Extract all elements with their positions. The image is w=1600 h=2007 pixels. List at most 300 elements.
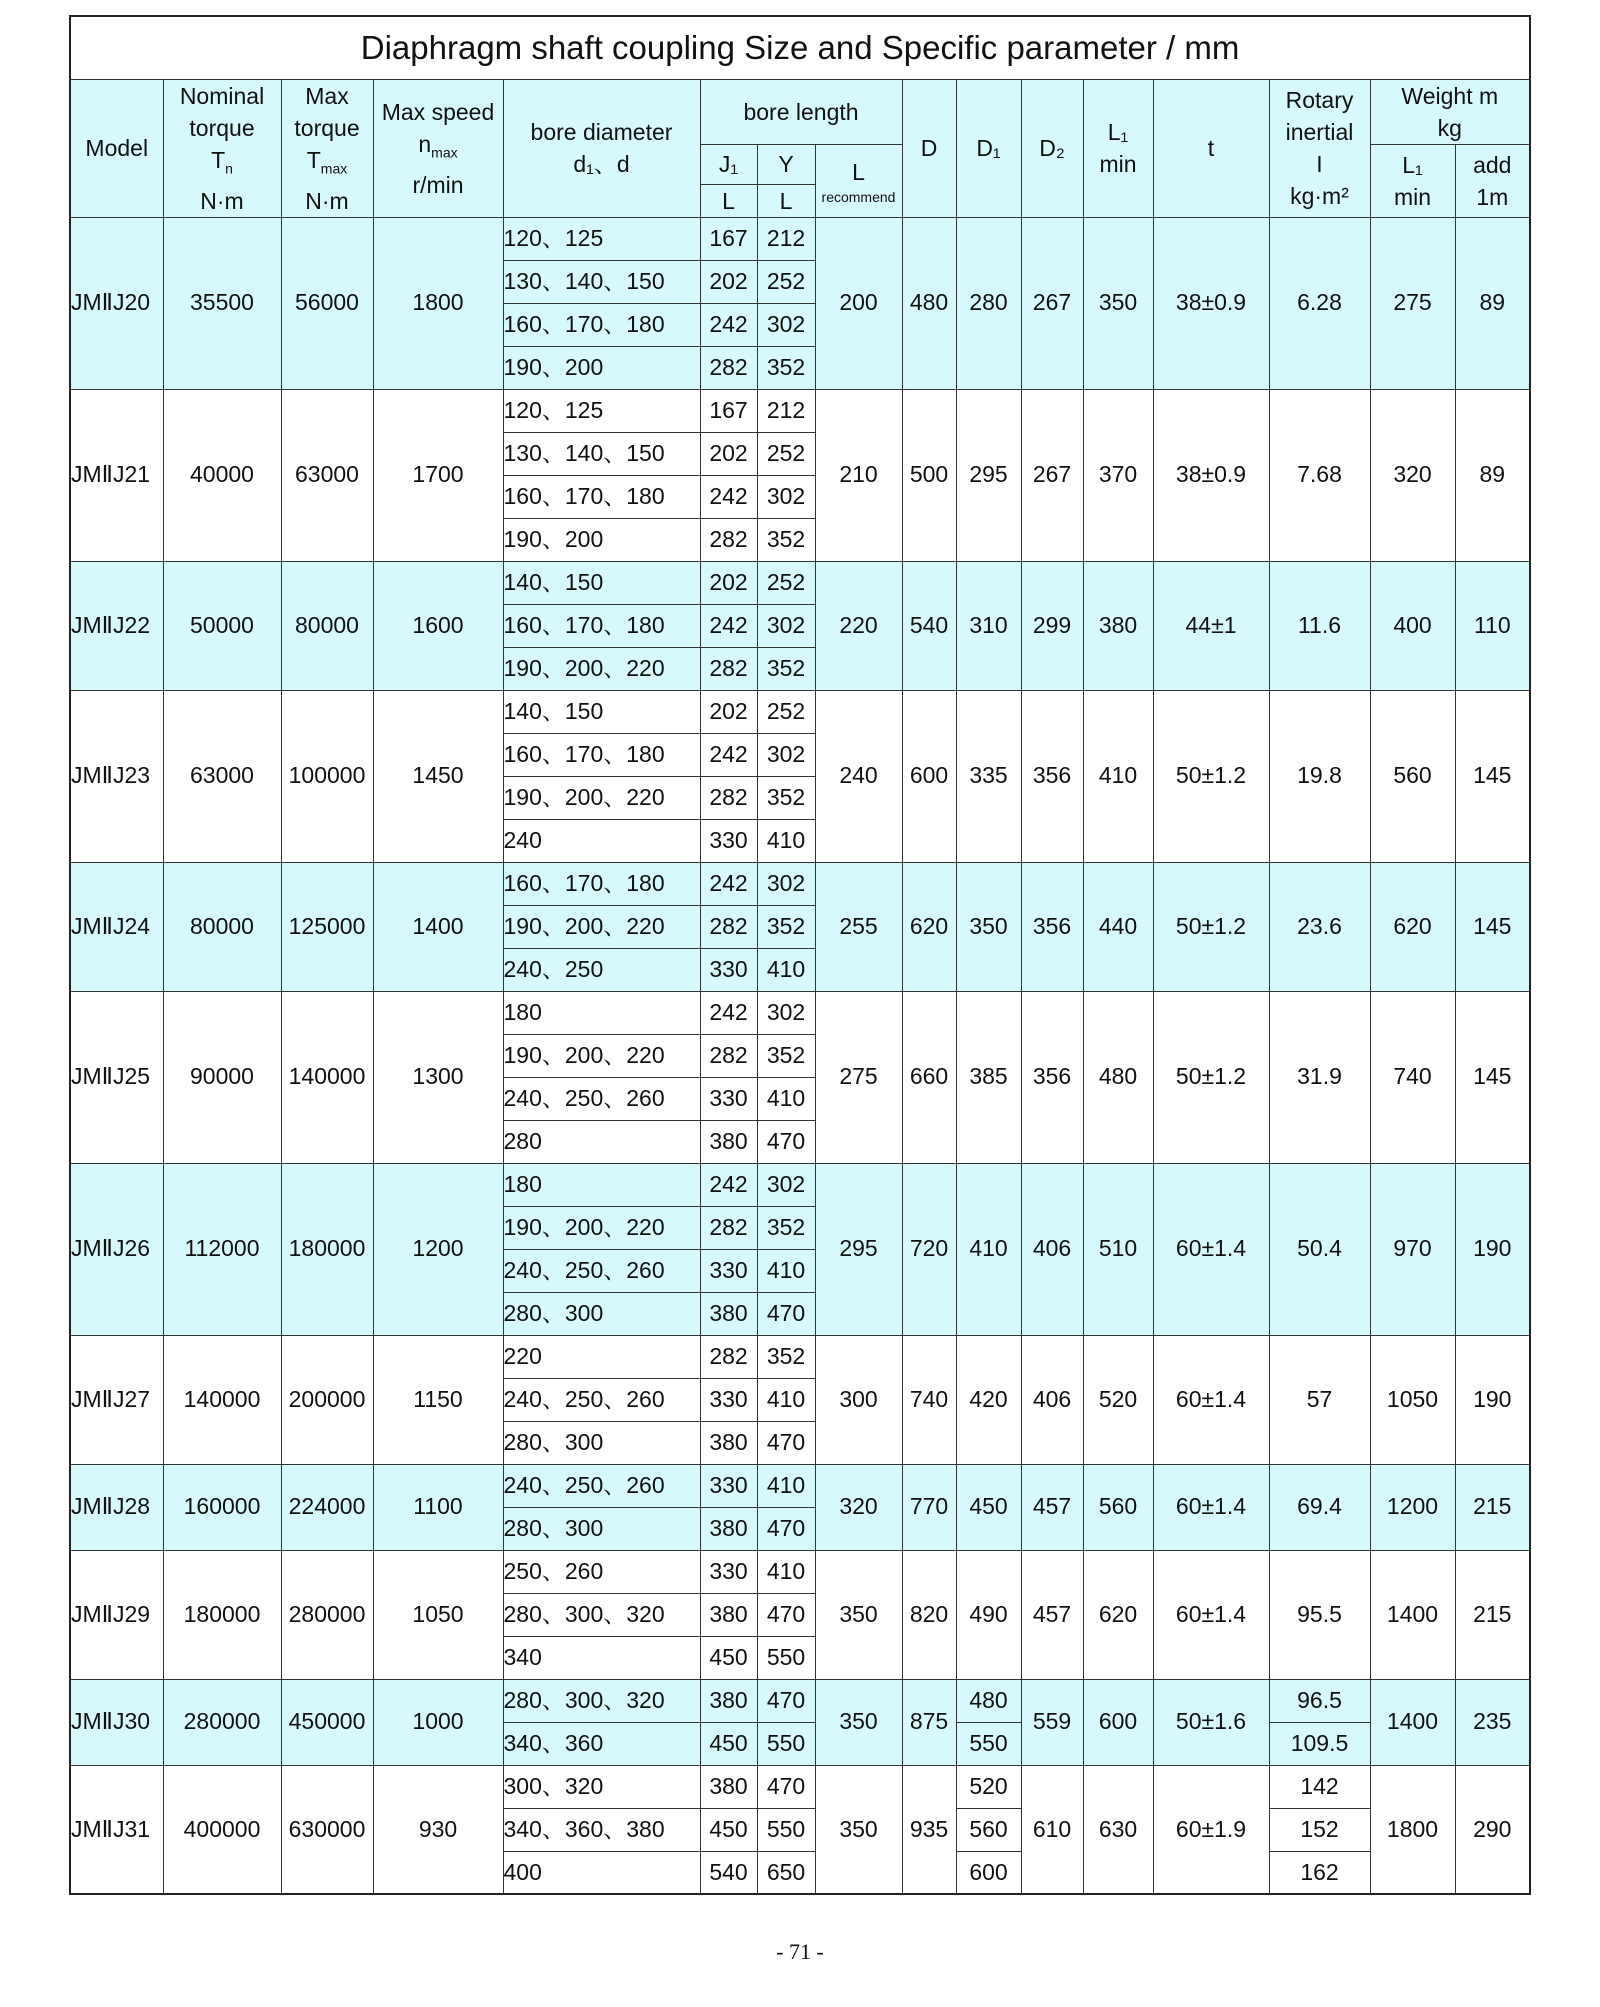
y-length-cell: 302 <box>757 862 815 905</box>
y-length-cell: 352 <box>757 776 815 819</box>
j1-length-cell: 167 <box>700 389 757 432</box>
j1-length-cell: 282 <box>700 647 757 690</box>
l-recommend-cell: 350 <box>815 1679 902 1765</box>
nominal-torque-cell: 35500 <box>163 217 281 389</box>
bore-diameter-cell: 160、170、180 <box>503 475 700 518</box>
model-cell: JMⅡJ25 <box>70 991 163 1163</box>
max-torque-cell: 280000 <box>281 1550 373 1679</box>
bore-diameter-cell: 130、140、150 <box>503 432 700 475</box>
model-cell: JMⅡJ28 <box>70 1464 163 1550</box>
j1-length-cell: 202 <box>700 432 757 475</box>
d1-cell: 310 <box>956 561 1021 690</box>
nominal-torque-cell: 140000 <box>163 1335 281 1464</box>
y-length-cell: 410 <box>757 948 815 991</box>
d2-cell: 610 <box>1021 1765 1083 1894</box>
rotary-inertia-cell: 109.5 <box>1269 1722 1370 1765</box>
model-cell: JMⅡJ23 <box>70 690 163 862</box>
rotary-inertia-cell: 19.8 <box>1269 690 1370 862</box>
nominal-torque-cell: 400000 <box>163 1765 281 1894</box>
j1-length-cell: 242 <box>700 475 757 518</box>
bore-diameter-cell: 280、300 <box>503 1421 700 1464</box>
rotary-inertia-cell: 142 <box>1269 1765 1370 1808</box>
weight-add-cell: 145 <box>1455 862 1530 991</box>
table-row <box>70 991 1530 1034</box>
bore-diameter-cell: 190、200 <box>503 346 700 389</box>
bore-diameter-cell: 160、170、180 <box>503 862 700 905</box>
max-speed-cell: 1300 <box>373 991 503 1163</box>
nominal-torque-cell: 280000 <box>163 1679 281 1765</box>
nominal-torque-cell: 90000 <box>163 991 281 1163</box>
j1-length-cell: 282 <box>700 1206 757 1249</box>
d2-cell: 457 <box>1021 1550 1083 1679</box>
bore-diameter-cell: 240、250 <box>503 948 700 991</box>
bore-diameter-cell: 160、170、180 <box>503 604 700 647</box>
max-torque-cell: 450000 <box>281 1679 373 1765</box>
rotary-inertia-cell: 57 <box>1269 1335 1370 1464</box>
weight-add-cell: 190 <box>1455 1163 1530 1335</box>
t-cell: 60±1.4 <box>1153 1550 1269 1679</box>
j1-length-cell: 282 <box>700 518 757 561</box>
bore-diameter-cell: 340、360、380 <box>503 1808 700 1851</box>
bore-diameter-cell: 160、170、180 <box>503 733 700 776</box>
l-recommend-cell: 210 <box>815 389 902 561</box>
header-l-recommend: L recommend <box>815 145 902 218</box>
d1-cell: 490 <box>956 1550 1021 1679</box>
l-recommend-cell: 350 <box>815 1765 902 1894</box>
weight-cell: 970 <box>1370 1163 1455 1335</box>
table-row <box>70 1163 1530 1206</box>
max-torque-cell: 63000 <box>281 389 373 561</box>
bore-diameter-cell: 180 <box>503 1163 700 1206</box>
d-cell: 720 <box>902 1163 956 1335</box>
header-d: D <box>902 80 956 218</box>
d2-cell: 267 <box>1021 217 1083 389</box>
bore-diameter-cell: 190、200、220 <box>503 905 700 948</box>
bore-diameter-cell: 180 <box>503 991 700 1034</box>
table-row <box>70 217 1530 260</box>
t-cell: 60±1.9 <box>1153 1765 1269 1894</box>
weight-cell: 620 <box>1370 862 1455 991</box>
j1-length-cell: 330 <box>700 1464 757 1507</box>
bore-diameter-cell: 190、200、220 <box>503 1206 700 1249</box>
table-row <box>70 1335 1530 1378</box>
y-length-cell: 212 <box>757 217 815 260</box>
y-length-cell: 550 <box>757 1808 815 1851</box>
y-length-cell: 352 <box>757 647 815 690</box>
j1-length-cell: 202 <box>700 561 757 604</box>
table-row <box>70 862 1530 905</box>
j1-length-cell: 380 <box>700 1507 757 1550</box>
rotary-inertia-cell: 31.9 <box>1269 991 1370 1163</box>
rotary-inertia-cell: 50.4 <box>1269 1163 1370 1335</box>
bore-diameter-cell: 340、360 <box>503 1722 700 1765</box>
weight-add-cell: 190 <box>1455 1335 1530 1464</box>
model-cell: JMⅡJ30 <box>70 1679 163 1765</box>
weight-cell: 1200 <box>1370 1464 1455 1550</box>
y-length-cell: 302 <box>757 733 815 776</box>
max-speed-cell: 1600 <box>373 561 503 690</box>
weight-add-cell: 145 <box>1455 991 1530 1163</box>
header-max-speed: Max speed $n_{max}$ r/min <box>373 80 503 218</box>
d1-cell: 520 <box>956 1765 1021 1808</box>
y-length-cell: 352 <box>757 1335 815 1378</box>
max-speed-cell: 1400 <box>373 862 503 991</box>
t-cell: 60±1.4 <box>1153 1335 1269 1464</box>
d-cell: 540 <box>902 561 956 690</box>
t-cell: 50±1.2 <box>1153 690 1269 862</box>
bore-diameter-cell: 240 <box>503 819 700 862</box>
rotary-inertia-cell: 69.4 <box>1269 1464 1370 1550</box>
max-torque-cell: 630000 <box>281 1765 373 1894</box>
header-weight-add-1m: add 1m <box>1455 145 1530 218</box>
d2-cell: 406 <box>1021 1335 1083 1464</box>
rotary-inertia-cell: 162 <box>1269 1851 1370 1894</box>
y-length-cell: 252 <box>757 561 815 604</box>
rotary-inertia-cell: 7.68 <box>1269 389 1370 561</box>
l-recommend-cell: 320 <box>815 1464 902 1550</box>
d-cell: 740 <box>902 1335 956 1464</box>
d-cell: 935 <box>902 1765 956 1894</box>
rotary-inertia-cell: 95.5 <box>1269 1550 1370 1679</box>
t-cell: 38±0.9 <box>1153 389 1269 561</box>
j1-length-cell: 330 <box>700 819 757 862</box>
d-cell: 600 <box>902 690 956 862</box>
d-cell: 770 <box>902 1464 956 1550</box>
table-row <box>70 690 1530 733</box>
model-cell: JMⅡJ20 <box>70 217 163 389</box>
y-length-cell: 470 <box>757 1507 815 1550</box>
d1-cell: 450 <box>956 1464 1021 1550</box>
l-recommend-cell: 220 <box>815 561 902 690</box>
t-cell: 50±1.6 <box>1153 1679 1269 1765</box>
d1-cell: 550 <box>956 1722 1021 1765</box>
j1-length-cell: 282 <box>700 1335 757 1378</box>
max-speed-cell: 1700 <box>373 389 503 561</box>
header-d2: D₂ <box>1021 80 1083 218</box>
d1-cell: 600 <box>956 1851 1021 1894</box>
weight-add-cell: 290 <box>1455 1765 1530 1894</box>
bore-diameter-cell: 240、250、260 <box>503 1464 700 1507</box>
j1-length-cell: 330 <box>700 1249 757 1292</box>
max-speed-cell: 1150 <box>373 1335 503 1464</box>
j1-length-cell: 202 <box>700 260 757 303</box>
j1-length-cell: 380 <box>700 1765 757 1808</box>
bore-diameter-cell: 280、300 <box>503 1292 700 1335</box>
bore-diameter-cell: 280 <box>503 1120 700 1163</box>
j1-length-cell: 330 <box>700 1378 757 1421</box>
j1-length-cell: 242 <box>700 604 757 647</box>
j1-length-cell: 380 <box>700 1292 757 1335</box>
max-speed-cell: 930 <box>373 1765 503 1894</box>
j1-length-cell: 330 <box>700 948 757 991</box>
y-length-cell: 410 <box>757 1378 815 1421</box>
y-length-cell: 470 <box>757 1120 815 1163</box>
y-length-cell: 410 <box>757 1550 815 1593</box>
l1-min-cell: 350 <box>1083 217 1153 389</box>
bore-diameter-cell: 250、260 <box>503 1550 700 1593</box>
y-length-cell: 410 <box>757 1464 815 1507</box>
y-length-cell: 410 <box>757 1249 815 1292</box>
y-length-cell: 352 <box>757 346 815 389</box>
d1-cell: 480 <box>956 1679 1021 1722</box>
weight-cell: 400 <box>1370 561 1455 690</box>
j1-length-cell: 380 <box>700 1593 757 1636</box>
table-title: Diaphragm shaft coupling Size and Specific parameter / mm <box>70 16 1530 80</box>
j1-length-cell: 540 <box>700 1851 757 1894</box>
t-cell: 60±1.4 <box>1153 1464 1269 1550</box>
max-torque-cell: 100000 <box>281 690 373 862</box>
l1-min-cell: 440 <box>1083 862 1153 991</box>
l1-min-cell: 630 <box>1083 1765 1153 1894</box>
j1-length-cell: 242 <box>700 733 757 776</box>
t-cell: 60±1.4 <box>1153 1163 1269 1335</box>
d1-cell: 410 <box>956 1163 1021 1335</box>
header-bore-length: bore length <box>700 80 902 145</box>
weight-cell: 320 <box>1370 389 1455 561</box>
j1-length-cell: 380 <box>700 1421 757 1464</box>
t-cell: 44±1 <box>1153 561 1269 690</box>
weight-cell: 275 <box>1370 217 1455 389</box>
header-bore-diameter: bore diameter d₁、d <box>503 80 700 218</box>
d-cell: 620 <box>902 862 956 991</box>
l-recommend-cell: 295 <box>815 1163 902 1335</box>
j1-length-cell: 330 <box>700 1077 757 1120</box>
l1-min-cell: 380 <box>1083 561 1153 690</box>
model-cell: JMⅡJ26 <box>70 1163 163 1335</box>
header-y-l: L <box>757 184 815 217</box>
model-cell: JMⅡJ24 <box>70 862 163 991</box>
j1-length-cell: 242 <box>700 1163 757 1206</box>
d1-cell: 280 <box>956 217 1021 389</box>
j1-length-cell: 450 <box>700 1722 757 1765</box>
y-length-cell: 212 <box>757 389 815 432</box>
rotary-inertia-cell: 11.6 <box>1269 561 1370 690</box>
weight-add-cell: 235 <box>1455 1679 1530 1765</box>
max-speed-cell: 1800 <box>373 217 503 389</box>
d-cell: 660 <box>902 991 956 1163</box>
l1-min-cell: 410 <box>1083 690 1153 862</box>
model-cell: JMⅡJ22 <box>70 561 163 690</box>
bore-diameter-cell: 280、300、320 <box>503 1679 700 1722</box>
rotary-inertia-cell: 96.5 <box>1269 1679 1370 1722</box>
y-length-cell: 550 <box>757 1722 815 1765</box>
l1-min-cell: 620 <box>1083 1550 1153 1679</box>
y-length-cell: 650 <box>757 1851 815 1894</box>
max-torque-cell: 200000 <box>281 1335 373 1464</box>
d-cell: 500 <box>902 389 956 561</box>
max-speed-cell: 1050 <box>373 1550 503 1679</box>
header-l1-min: L₁ min <box>1083 80 1153 218</box>
header-y: Y <box>757 145 815 185</box>
header-j1-l: L <box>700 184 757 217</box>
l-recommend-cell: 255 <box>815 862 902 991</box>
j1-length-cell: 450 <box>700 1808 757 1851</box>
bore-diameter-cell: 190、200、220 <box>503 647 700 690</box>
y-length-cell: 470 <box>757 1421 815 1464</box>
max-torque-cell: 140000 <box>281 991 373 1163</box>
max-speed-cell: 1450 <box>373 690 503 862</box>
nominal-torque-cell: 112000 <box>163 1163 281 1335</box>
table-row <box>70 1464 1530 1507</box>
bore-diameter-cell: 190、200、220 <box>503 776 700 819</box>
d1-cell: 420 <box>956 1335 1021 1464</box>
j1-length-cell: 282 <box>700 346 757 389</box>
l1-min-cell: 600 <box>1083 1679 1153 1765</box>
d1-cell: 295 <box>956 389 1021 561</box>
j1-length-cell: 167 <box>700 217 757 260</box>
table-row <box>70 561 1530 604</box>
bore-diameter-cell: 220 <box>503 1335 700 1378</box>
bore-diameter-cell: 240、250、260 <box>503 1249 700 1292</box>
y-length-cell: 252 <box>757 690 815 733</box>
page-number: - 71 - <box>776 1939 824 1964</box>
y-length-cell: 352 <box>757 1034 815 1077</box>
nominal-torque-cell: 63000 <box>163 690 281 862</box>
d1-cell: 335 <box>956 690 1021 862</box>
d2-cell: 299 <box>1021 561 1083 690</box>
table-row <box>70 1679 1530 1722</box>
l-recommend-cell: 240 <box>815 690 902 862</box>
header-nominal-torque: Nominal torque $T_n$ N·m <box>163 80 281 218</box>
max-speed-cell: 1100 <box>373 1464 503 1550</box>
l-recommend-cell: 200 <box>815 217 902 389</box>
bore-diameter-cell: 400 <box>503 1851 700 1894</box>
model-cell: JMⅡJ21 <box>70 389 163 561</box>
weight-add-cell: 215 <box>1455 1550 1530 1679</box>
y-length-cell: 302 <box>757 604 815 647</box>
y-length-cell: 352 <box>757 905 815 948</box>
weight-add-cell: 110 <box>1455 561 1530 690</box>
table-row <box>70 389 1530 432</box>
d2-cell: 457 <box>1021 1464 1083 1550</box>
bore-diameter-cell: 190、200、220 <box>503 1034 700 1077</box>
max-torque-cell: 125000 <box>281 862 373 991</box>
d2-cell: 356 <box>1021 862 1083 991</box>
y-length-cell: 302 <box>757 303 815 346</box>
y-length-cell: 470 <box>757 1593 815 1636</box>
max-speed-cell: 1200 <box>373 1163 503 1335</box>
weight-add-cell: 215 <box>1455 1464 1530 1550</box>
d-cell: 875 <box>902 1679 956 1765</box>
l-recommend-cell: 275 <box>815 991 902 1163</box>
nominal-torque-cell: 50000 <box>163 561 281 690</box>
d1-cell: 385 <box>956 991 1021 1163</box>
weight-add-cell: 89 <box>1455 389 1530 561</box>
l-recommend-cell: 300 <box>815 1335 902 1464</box>
d-cell: 480 <box>902 217 956 389</box>
y-length-cell: 302 <box>757 991 815 1034</box>
weight-cell: 1400 <box>1370 1550 1455 1679</box>
j1-length-cell: 242 <box>700 303 757 346</box>
max-torque-cell: 80000 <box>281 561 373 690</box>
table-row <box>70 1765 1530 1808</box>
y-length-cell: 470 <box>757 1765 815 1808</box>
j1-length-cell: 282 <box>700 776 757 819</box>
bore-diameter-cell: 300、320 <box>503 1765 700 1808</box>
header-rotary-inertia: Rotary inertial I kg·m² <box>1269 80 1370 218</box>
weight-cell: 560 <box>1370 690 1455 862</box>
y-length-cell: 410 <box>757 1077 815 1120</box>
d2-cell: 356 <box>1021 690 1083 862</box>
max-speed-cell: 1000 <box>373 1679 503 1765</box>
l1-min-cell: 510 <box>1083 1163 1153 1335</box>
y-length-cell: 410 <box>757 819 815 862</box>
model-cell: JMⅡJ27 <box>70 1335 163 1464</box>
j1-length-cell: 242 <box>700 862 757 905</box>
nominal-torque-cell: 80000 <box>163 862 281 991</box>
header-d1: D₁ <box>956 80 1021 218</box>
nominal-torque-cell: 160000 <box>163 1464 281 1550</box>
bore-diameter-cell: 240、250、260 <box>503 1077 700 1120</box>
y-length-cell: 470 <box>757 1679 815 1722</box>
weight-add-cell: 89 <box>1455 217 1530 389</box>
l-recommend-cell: 350 <box>815 1550 902 1679</box>
l1-min-cell: 480 <box>1083 991 1153 1163</box>
model-cell: JMⅡJ31 <box>70 1765 163 1894</box>
y-length-cell: 302 <box>757 475 815 518</box>
y-length-cell: 252 <box>757 260 815 303</box>
max-torque-cell: 56000 <box>281 217 373 389</box>
header-weight: Weight m kg <box>1370 80 1530 145</box>
bore-diameter-cell: 120、125 <box>503 217 700 260</box>
bore-diameter-cell: 140、150 <box>503 690 700 733</box>
header-j1: J₁ <box>700 145 757 185</box>
y-length-cell: 252 <box>757 432 815 475</box>
rotary-inertia-cell: 6.28 <box>1269 217 1370 389</box>
t-cell: 50±1.2 <box>1153 991 1269 1163</box>
y-length-cell: 470 <box>757 1292 815 1335</box>
t-cell: 38±0.9 <box>1153 217 1269 389</box>
table-row <box>70 1550 1530 1593</box>
y-length-cell: 550 <box>757 1636 815 1679</box>
bore-diameter-cell: 280、300、320 <box>503 1593 700 1636</box>
d2-cell: 356 <box>1021 991 1083 1163</box>
d1-cell: 350 <box>956 862 1021 991</box>
bore-diameter-cell: 340 <box>503 1636 700 1679</box>
d2-cell: 406 <box>1021 1163 1083 1335</box>
j1-length-cell: 242 <box>700 991 757 1034</box>
y-length-cell: 302 <box>757 1163 815 1206</box>
header-model: Model <box>70 80 163 218</box>
weight-cell: 1800 <box>1370 1765 1455 1894</box>
j1-length-cell: 202 <box>700 690 757 733</box>
rotary-inertia-cell: 23.6 <box>1269 862 1370 991</box>
bore-diameter-cell: 120、125 <box>503 389 700 432</box>
j1-length-cell: 380 <box>700 1120 757 1163</box>
d1-cell: 560 <box>956 1808 1021 1851</box>
bore-diameter-cell: 240、250、260 <box>503 1378 700 1421</box>
j1-length-cell: 282 <box>700 905 757 948</box>
l1-min-cell: 370 <box>1083 389 1153 561</box>
max-torque-cell: 180000 <box>281 1163 373 1335</box>
header-max-torque: Max torque $T_{max}$ N·m <box>281 80 373 218</box>
weight-add-cell: 145 <box>1455 690 1530 862</box>
header-t: t <box>1153 80 1269 218</box>
j1-length-cell: 282 <box>700 1034 757 1077</box>
t-cell: 50±1.2 <box>1153 862 1269 991</box>
weight-cell: 1050 <box>1370 1335 1455 1464</box>
bore-diameter-cell: 280、300 <box>503 1507 700 1550</box>
d-cell: 820 <box>902 1550 956 1679</box>
j1-length-cell: 330 <box>700 1550 757 1593</box>
l1-min-cell: 520 <box>1083 1335 1153 1464</box>
model-cell: JMⅡJ29 <box>70 1550 163 1679</box>
coupling-parameter-table <box>69 15 1531 1895</box>
y-length-cell: 352 <box>757 1206 815 1249</box>
bore-diameter-cell: 160、170、180 <box>503 303 700 346</box>
j1-length-cell: 380 <box>700 1679 757 1722</box>
d2-cell: 267 <box>1021 389 1083 561</box>
